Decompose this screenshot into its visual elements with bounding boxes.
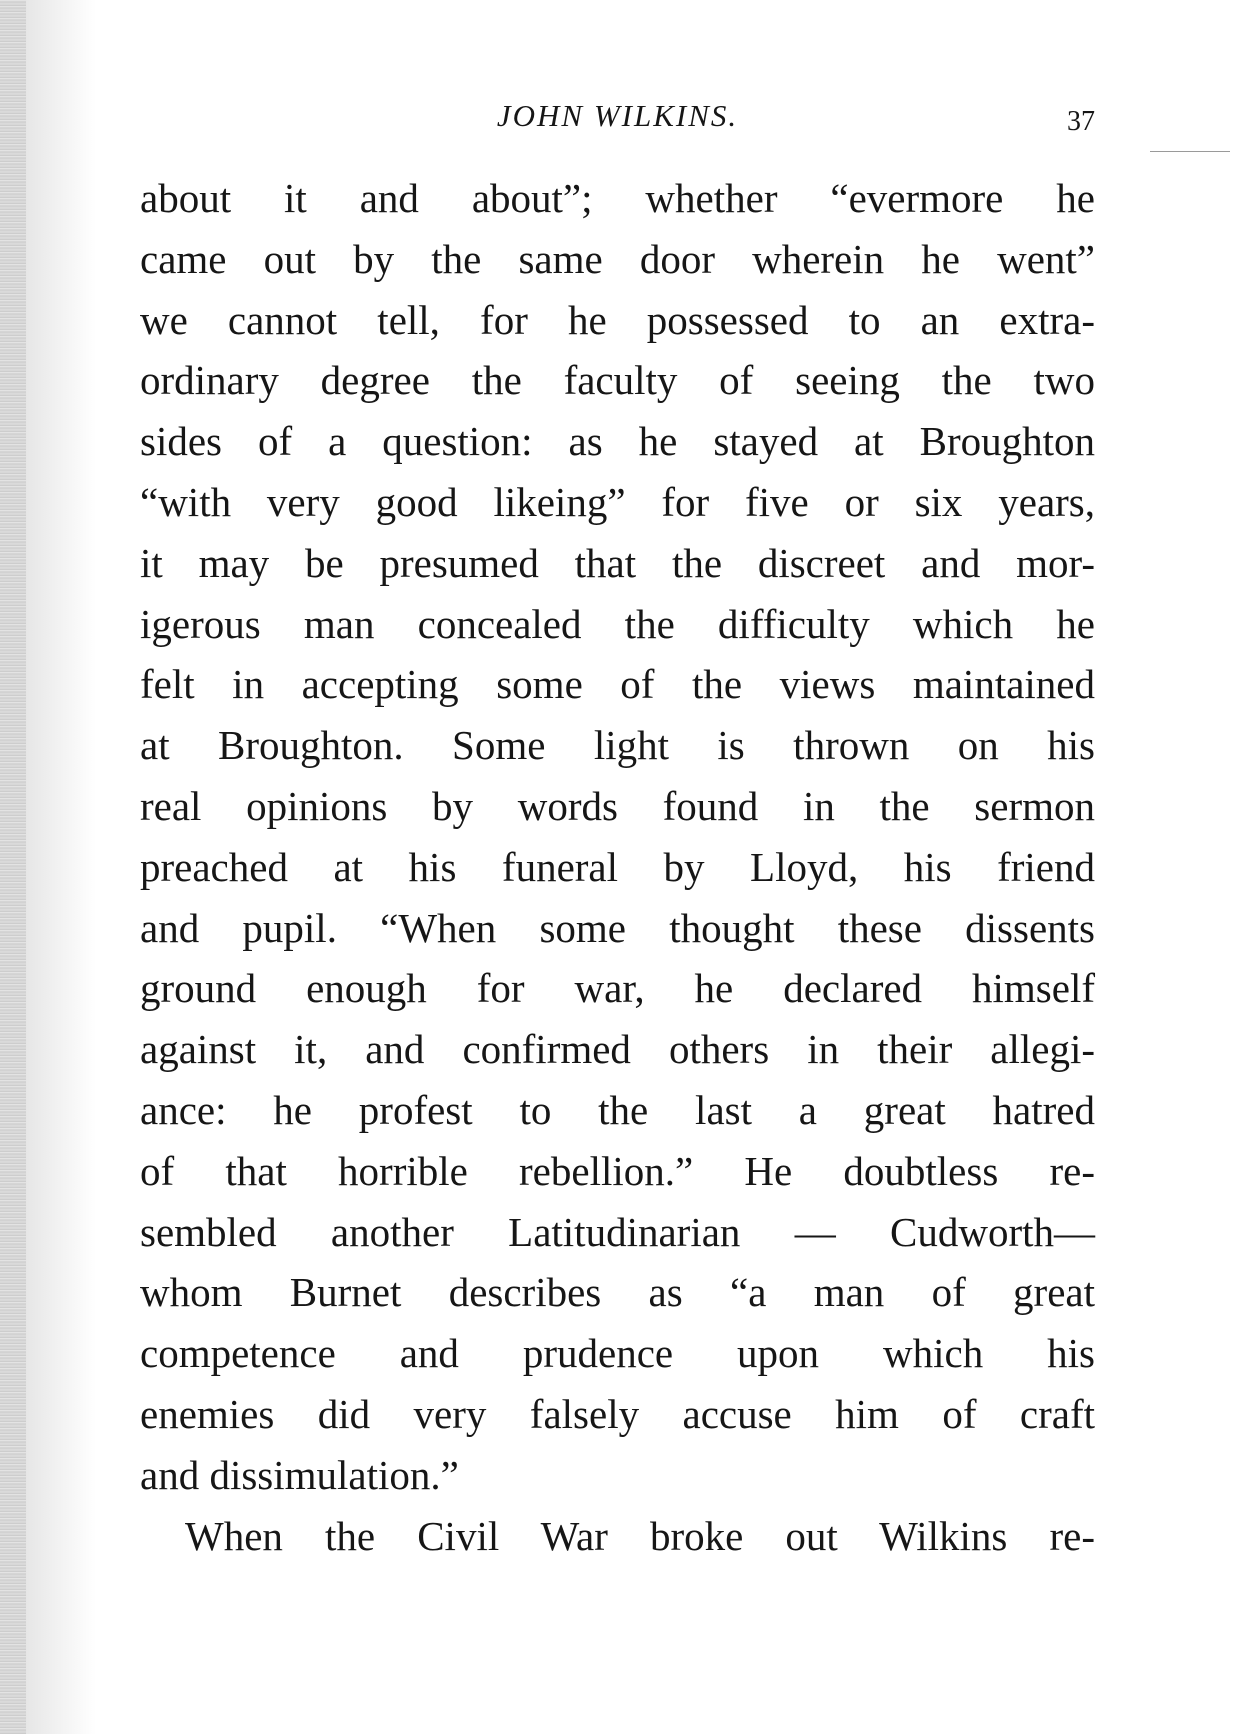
text-line: of that horrible rebellion.” He doubtless re- xyxy=(140,1147,1095,1194)
text-line: ground enough for war, he declared himself xyxy=(140,965,1095,1012)
text-line: against it, and confirmed others in their allegi- xyxy=(140,1026,1095,1073)
text-line: at Broughton. Some light is thrown on his xyxy=(140,722,1095,769)
text-line: it may be presumed that the discreet and mor- xyxy=(140,539,1095,586)
text-line: whom Burnet describes as “a man of great xyxy=(140,1269,1095,1316)
text-line-paragraph-end: and dissimulation.” xyxy=(140,1451,459,1498)
running-header xyxy=(140,96,1095,144)
text-line: about it and about”; whether “evermore he xyxy=(140,175,1095,221)
page-number: 37 xyxy=(1067,106,1095,137)
text-line: ance: he profest to the last a great hatred xyxy=(140,1086,1095,1133)
binding-gutter-shadow xyxy=(0,0,26,1734)
text-line: enemies did very falsely accuse him of craft xyxy=(140,1390,1095,1437)
text-line: igerous man concealed the difficulty which he xyxy=(140,600,1095,647)
text-line: sembled another Latitudinarian — Cudworth— xyxy=(140,1208,1095,1255)
text-line: sides of a question: as he stayed at Broughton xyxy=(140,418,1095,465)
text-line: competence and prudence upon which his xyxy=(140,1330,1095,1377)
binding-gutter-fade xyxy=(26,0,96,1734)
margin-mark xyxy=(1150,151,1230,152)
text-line: ordinary degree the faculty of seeing the two xyxy=(140,357,1095,404)
text-line: preached at his funeral by Lloyd, his friend xyxy=(140,843,1095,890)
text-line: we cannot tell, for he possessed to an extra- xyxy=(140,296,1095,343)
text-line-paragraph-start: When the Civil War broke out Wilkins re- xyxy=(185,1512,1095,1559)
text-line: felt in accepting some of the views maintained xyxy=(140,661,1095,708)
body-text xyxy=(140,168,1095,1566)
text-line: “with very good likeing” for five or six years, xyxy=(140,478,1095,525)
text-line: real opinions by words found in the sermon xyxy=(140,782,1095,829)
running-title: JOHN WILKINS. xyxy=(496,98,739,133)
text-line: came out by the same door wherein he went” xyxy=(140,235,1095,282)
text-line: and pupil. “When some thought these dissents xyxy=(140,904,1095,951)
